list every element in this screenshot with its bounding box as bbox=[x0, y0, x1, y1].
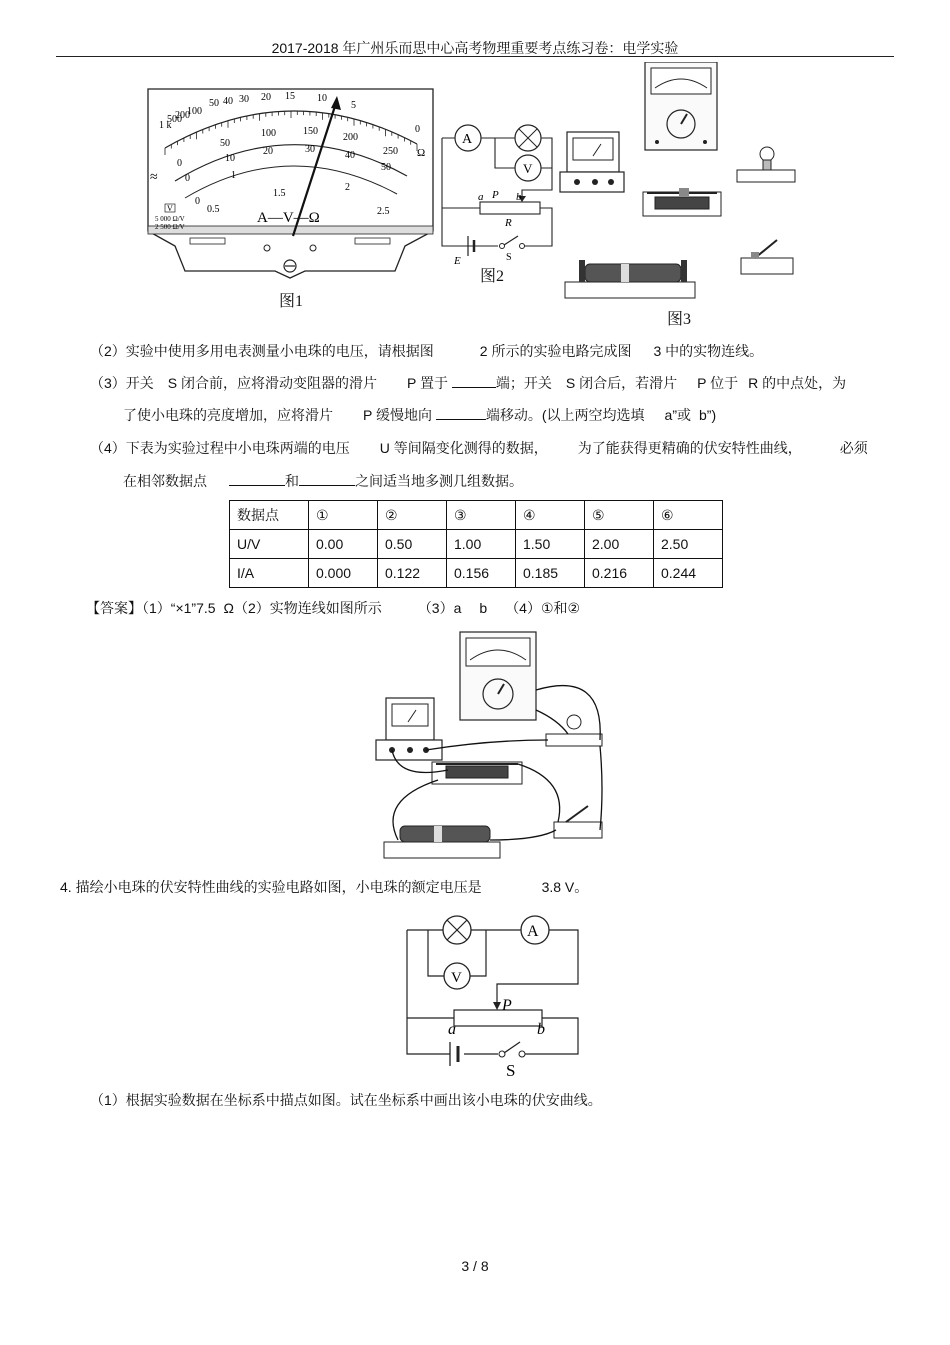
vscale-b-1: 10 bbox=[225, 153, 235, 164]
vscale-b-2: 20 bbox=[263, 146, 273, 157]
rating-2: 2 500 Ω/V bbox=[155, 223, 185, 231]
table-cell: ⑤ bbox=[585, 501, 654, 530]
table-cell: ③ bbox=[447, 501, 516, 530]
vscale-c-2: 1 bbox=[231, 170, 236, 181]
data-table bbox=[229, 500, 723, 588]
ohm-tick-3: 200 bbox=[175, 110, 190, 121]
vscale-c-0: 0 bbox=[195, 196, 200, 207]
table-cell: 0.00 bbox=[309, 530, 378, 559]
svg-text:A: A bbox=[462, 132, 473, 147]
switch-icon bbox=[554, 806, 602, 838]
svg-text:S: S bbox=[506, 252, 512, 263]
table-cell: 2.00 bbox=[585, 530, 654, 559]
table-cell: 0.122 bbox=[378, 559, 447, 588]
table-cell: 0.216 bbox=[585, 559, 654, 588]
ohm-tick-6: 40 bbox=[223, 96, 233, 107]
vscale-a-4: 200 bbox=[343, 132, 358, 143]
page-header: 2017-2018 年广州乐而思中心高考物理重要考点练习卷：电学实验 bbox=[271, 40, 679, 56]
vscale-a-2: 100 bbox=[261, 128, 276, 139]
rating-1: 5 000 Ω/V bbox=[155, 215, 185, 223]
vscale-c-4: 2 bbox=[345, 182, 350, 193]
table-row bbox=[230, 530, 723, 559]
table-cell: ① bbox=[309, 501, 378, 530]
table-cell: 2.50 bbox=[654, 530, 723, 559]
answer-line: 【答案】（1）“×1”7.5 Ω（2）实物连线如图所示 （3）a b （4）①和② bbox=[86, 600, 581, 616]
q3-blank-1[interactable] bbox=[452, 386, 496, 388]
figure-2-caption: 图2 bbox=[480, 268, 505, 285]
meter-label: A—V—Ω bbox=[257, 210, 320, 226]
q4-blank-2[interactable] bbox=[299, 484, 355, 486]
dc-mark: V bbox=[167, 204, 173, 213]
q4main-text: 4. 描绘小电珠的伏安特性曲线的实验电路如图，小电珠的额定电压是 3.8 V。 bbox=[60, 879, 589, 895]
figure-3-caption: 图3 bbox=[667, 311, 692, 328]
q3-line-1: （3）开关 S 闭合前，应将滑动变阻器的滑片 P 置于 端；开关 S 闭合后，若滑片 P 位于 R 的中点处，为 bbox=[90, 375, 847, 391]
svg-text:P: P bbox=[502, 997, 512, 1014]
table-header-row bbox=[230, 501, 723, 530]
battery-icon bbox=[565, 260, 695, 298]
svg-text:b: b bbox=[516, 191, 522, 203]
table-cell: 0.244 bbox=[654, 559, 723, 588]
ohm-tick-9: 15 bbox=[285, 91, 295, 102]
q4-line-1: （4）下表为实验过程中小电珠两端的电压 U 等间隔变化测得的数据， 为了能获得更精确的伏安特性曲线， 必须 bbox=[90, 440, 868, 456]
page-number: 3 / 8 bbox=[461, 1258, 489, 1274]
svg-text:E: E bbox=[454, 255, 461, 267]
voltmeter-icon bbox=[376, 698, 442, 760]
table-cell: 0.185 bbox=[516, 559, 585, 588]
ohm-tick-7: 30 bbox=[239, 94, 249, 105]
vscale-a-1: 50 bbox=[220, 138, 230, 149]
svg-text:a: a bbox=[448, 1021, 456, 1038]
svg-text:P: P bbox=[492, 189, 499, 201]
q4-1-text: （1）根据实验数据在坐标系中描点如图。试在坐标系中画出该小电珠的伏安曲线。 bbox=[90, 1092, 602, 1108]
ohm-tick-10: 10 bbox=[317, 93, 327, 104]
vscale-b-4: 40 bbox=[345, 150, 355, 161]
vscale-a-5: 250 bbox=[383, 146, 398, 157]
table-cell: 0.000 bbox=[309, 559, 378, 588]
svg-text:V: V bbox=[523, 161, 533, 176]
vscale-c-1: 0.5 bbox=[207, 204, 220, 215]
battery-icon bbox=[384, 826, 500, 858]
rheostat-icon bbox=[643, 188, 721, 216]
bulb-icon bbox=[737, 147, 795, 182]
table-cell: ④ bbox=[516, 501, 585, 530]
ohm-tick-1: 1 k bbox=[159, 120, 172, 131]
svg-text:V: V bbox=[451, 970, 462, 986]
ohm-unit: Ω bbox=[417, 147, 426, 159]
figure-3-apparatus bbox=[555, 62, 810, 327]
voltmeter-icon bbox=[560, 132, 624, 192]
ohm-tick-12: 0 bbox=[415, 124, 420, 135]
rheostat-icon bbox=[432, 762, 522, 784]
table-cell: 0.50 bbox=[378, 530, 447, 559]
q3-blank-2[interactable] bbox=[436, 418, 486, 420]
table-cell: 0.156 bbox=[447, 559, 516, 588]
ohm-tick-11: 5 bbox=[351, 100, 356, 111]
vscale-c-3: 1.5 bbox=[273, 188, 286, 199]
svg-text:S: S bbox=[506, 1061, 516, 1080]
vscale-b-5: 50 bbox=[381, 162, 391, 173]
bulb-icon bbox=[546, 715, 602, 746]
answer-wiring-figure bbox=[368, 630, 608, 862]
table-cell: 1.50 bbox=[516, 530, 585, 559]
table-cell: I/A bbox=[230, 559, 309, 588]
table-cell: ② bbox=[378, 501, 447, 530]
figure-1-caption: 图1 bbox=[279, 293, 304, 310]
svg-text:A: A bbox=[527, 923, 539, 940]
svg-text:a: a bbox=[478, 191, 484, 203]
q2-text: （2）实验中使用多用电表测量小电珠的电压，请根据图 2 所示的实验电路完成图 3 中的实物连线。 bbox=[90, 343, 764, 359]
svg-text:b: b bbox=[537, 1021, 545, 1038]
multimeter-icon bbox=[460, 632, 536, 720]
table-cell: 数据点 bbox=[230, 501, 309, 530]
switch-icon bbox=[741, 240, 793, 274]
q4-line-2: 在相邻数据点 和 之间适当地多测几组数据。 bbox=[123, 473, 523, 489]
vscale-b-3: 30 bbox=[305, 144, 315, 155]
vscale-a-0: 0 bbox=[177, 158, 182, 169]
q4-blank-1[interactable] bbox=[229, 484, 285, 486]
ohm-tick-4: 100 bbox=[187, 106, 202, 117]
ohm-tick-5: 50 bbox=[209, 98, 219, 109]
multimeter-icon bbox=[645, 62, 717, 150]
vscale-b-0: 0 bbox=[185, 173, 190, 184]
table-cell: 1.00 bbox=[447, 530, 516, 559]
table-row bbox=[230, 559, 723, 588]
ohm-tick-2: 500 bbox=[167, 114, 182, 125]
ohm-tick-8: 20 bbox=[261, 92, 271, 103]
table-cell: U/V bbox=[230, 530, 309, 559]
ac-mark: ≈ bbox=[150, 170, 158, 185]
figure-4-circuit bbox=[402, 910, 584, 1080]
table-cell: ⑥ bbox=[654, 501, 723, 530]
q3-line-2: 了使小电珠的亮度增加，应将滑片 P 缓慢地向 端移动。(以上两空均选填 a”或 b”) bbox=[123, 407, 717, 423]
vscale-a-3: 150 bbox=[303, 126, 318, 137]
vscale-c-5: 2.5 bbox=[377, 206, 390, 217]
header-rule bbox=[56, 56, 894, 57]
svg-text:R: R bbox=[505, 217, 512, 229]
